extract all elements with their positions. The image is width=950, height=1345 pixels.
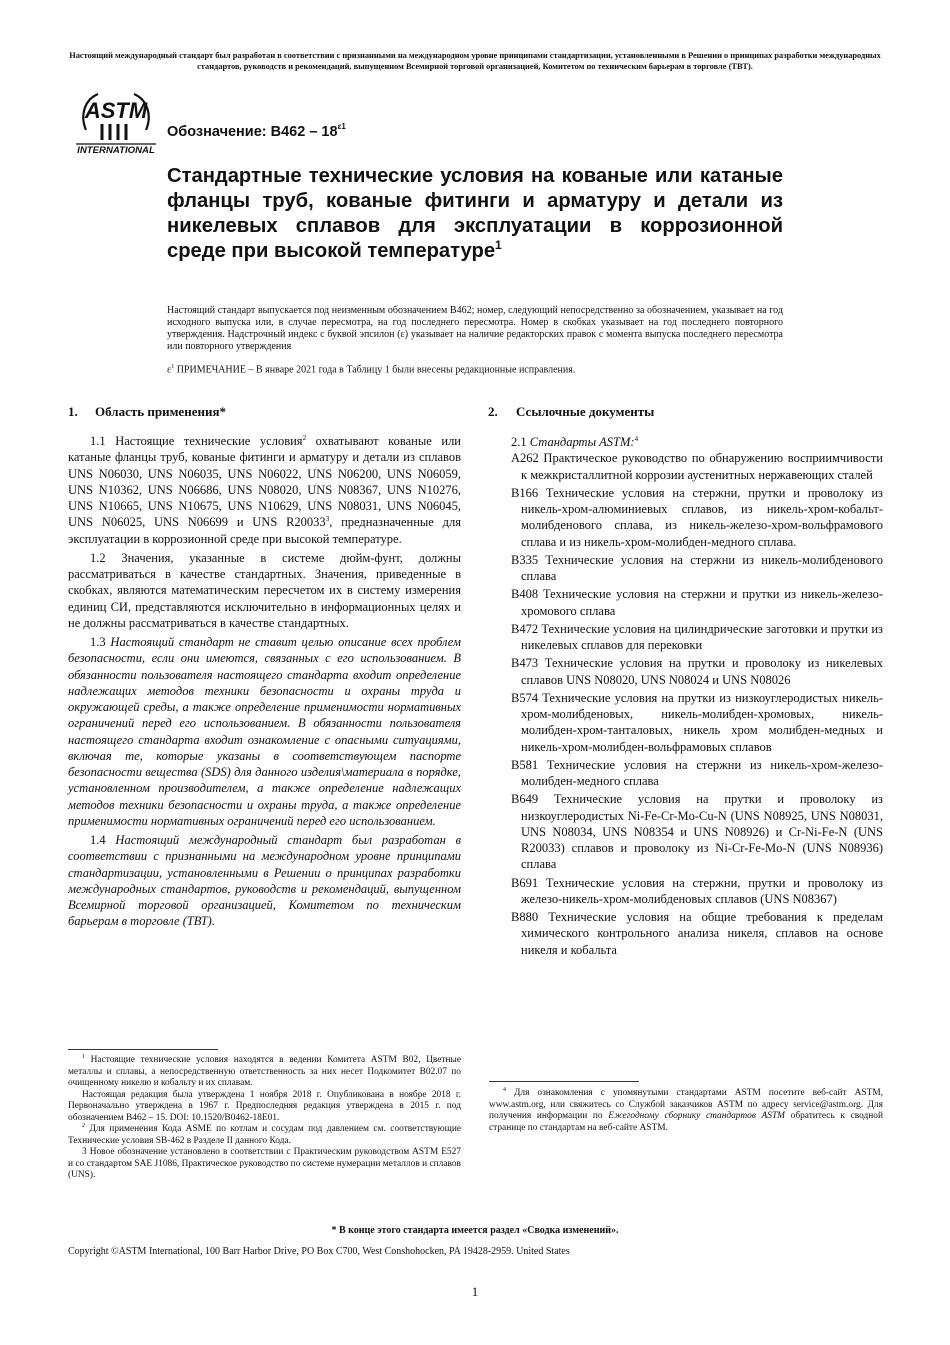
page-number: 1 bbox=[471, 1284, 479, 1299]
p1-1-text-b: охватывают кованые или катаные фланцы труб, кованые фитинги и арматуру и детали из сплавов UNS N06030, UNS N06035, UNS N06022, UNS N06200, UNS N06059, UNS N10362, UNS N06686, UNS N08020, UNS N08367, UNS N10276, UNS N10665, UNS N10675, UNS N10629, UNS N08031, UNS N06045, UNS N06025, UNS N06699 и UNS R20033 bbox=[68, 434, 461, 530]
p1-4-text: Настоящий международный стандарт был разработан в соответствии с признанными на международном уровне принципами стандартизации, установленными в Решении о принципах разработки международных стандартов, руководств и рекомендаций, выпущенном Всемирной торговой организацией, Комитетом по техническим барьерам в торговле (ТВТ). bbox=[68, 833, 461, 929]
reference-item: B691 Технические условия на стержни, прутки и проволоку из железо-никель-хром-молибденовых сплавов (UNS N08367) bbox=[511, 875, 883, 906]
section-1-number: 1. bbox=[68, 404, 78, 419]
paragraph-1-2: 1.2 Значения, указанные в системе дюйм-фунт, должны рассматриваться в качестве стандартных. Значения, приведенные в скобках, являются математическим пересчетом их в систему измерения единиц СИ, представляются исключительно в информационных целях и не должны рассматриваться в качестве стандартных. bbox=[68, 550, 461, 630]
reference-item: B408 Технические условия на стержни и прутки из никель-железо-хромового сплава bbox=[511, 587, 883, 618]
section-2-number: 2. bbox=[488, 404, 498, 419]
footnote-2-mark: 2 bbox=[82, 1122, 85, 1129]
designation-text: Обозначение: B462 – 18 bbox=[167, 124, 338, 140]
footnote-1-mark: 1 bbox=[82, 1053, 85, 1060]
footnote-1-approval: Настоящая редакция была утверждена 1 ноября 2018 г. Опубликована в ноябре 2018 г. Первоначально утверждена в 1967 г. Предпоследняя редакция утверждена в 2015 г. под обозначением B462 – 15. DOI: 10.1520/B0462-18E01. bbox=[68, 1089, 461, 1123]
footnote-ref-3: 3 bbox=[325, 515, 330, 524]
paragraph-1-1 bbox=[68, 433, 461, 547]
astm-logo bbox=[72, 86, 160, 158]
issuance-statement: Настоящий стандарт выпускается под неизменным обозначением B462; номер, следующий непосредственно за обозначением, указывает на год исходного выпуска или, в случае пересмотра, на год последнего пересмотра. Номер в скобках указывает на год последнего повторного утверждения. Надстрочный индекс с буквой эпсилон (ε) указывает на наличие редакторских правок с момента выпуска последнего пересмотра или повторного утверждения bbox=[167, 305, 783, 352]
section-2-title: Ссылочные документы bbox=[516, 404, 655, 419]
top-notice: Настоящий международный стандарт был разработан в соответствии с признанными на международном уровне принципами стандартизации, установленными в Решении о принципах разработки международных стандартов, руководств и рекомендаций, выпущенном Всемирной торговой организацией, Комитетом по техническим барьерам в торговле (ТВТ). bbox=[69, 51, 881, 71]
footnote-3: 3 Новое обозначение установлено в соответствии с Практическим руководством ASTM E527 и со стандартом SAE J1086, Практическое руководство по системе нумерации металлов и сплавов (UNS). bbox=[68, 1147, 461, 1180]
p1-4-number: 1.4 bbox=[90, 833, 116, 847]
right-footnote-rule bbox=[489, 1081, 639, 1082]
erratum-mark: ε bbox=[167, 364, 172, 376]
section-1-title: Область применения* bbox=[95, 404, 226, 419]
footnote-4-italic: Ежегодному сборнику стандартов ASTM bbox=[608, 1111, 785, 1121]
footnote-4 bbox=[489, 1088, 883, 1134]
footnote-ref-4: 4 bbox=[634, 435, 639, 443]
p1-1-text-a: 1.1 Настоящие технические условия bbox=[90, 434, 303, 448]
summary-of-changes-note: * В конце этого стандарта имеется раздел «Сводка изменений». bbox=[331, 1225, 619, 1236]
reference-item: B649 Технические условия на прутки и проволоку из низкоуглеродистых Ni-Fe-Cr-Mo-Cu-N (UNS N08925, UNS N08031, UNS N08034, UNS N08354 и UNS N08926) и Cr-Ni-Fe-N (UNS R20033) сплавов и проволоку из Ni-Cr-Fe-Mo-N (UNS N08936) сплава bbox=[511, 792, 883, 872]
left-column bbox=[68, 403, 461, 933]
reference-item: B473 Технические условия на прутки и проволоку из никелевых сплавов UNS N08020, UNS N08024 и UNS N08026 bbox=[511, 656, 883, 687]
reference-item: B880 Технические условия на общие требования к пределам химического контрольного анализа никеля, сплавов на основе никеля и кобальта bbox=[511, 910, 883, 957]
section-2-heading bbox=[488, 403, 883, 420]
footnote-ref-2: 2 bbox=[302, 433, 307, 442]
footnote-4-text-b: обратитесь к сводной странице по стандартам на веб-сайте ASTM. bbox=[489, 1111, 884, 1133]
left-footnotes bbox=[68, 1055, 461, 1182]
footnote-1-text: Настоящие технические условия находятся в ведении Комитета ASTM B02, Цветные металлы и сплавы, а непосредственную ответственность за них несет Подкомитет B02.07 по очищенному никелю и кобальту и их сплавам. bbox=[68, 1055, 461, 1088]
reference-item: B472 Технические условия на цилиндрические заготовки и прутки из никелевых сплавов для перековки bbox=[511, 621, 883, 653]
logo-text: INTERNATIONAL bbox=[77, 145, 155, 156]
title-text: Стандартные технические условия на кованые или катаные фланцы труб, кованые фитинги и арматуру и детали из никелевых сплавов для эксплуатации в коррозионной среде при высокой температуре bbox=[167, 165, 783, 262]
p1-3-text: Настоящий стандарт не ставит целью описание всех проблем безопасности, если они имеются, связанных с его использованием. В обязанности пользователя настоящего стандарта входит определение надлежащих методов техники безопасности и охраны труда и окружающей среды, а также определение применимости нормативных ограничений перед его использованием. В обязанности пользователя настоящего стандарта входит ознакомление с опасными ситуациями, включая те, которые указаны в соответствующем паспорте безопасности вещества (SDS) для данного изделия\материала в порядке, установленном производителем, а также определение надлежащих методов техники безопасности и охраны труда, а также определение применимости нормативных ограничений перед его использованием. bbox=[68, 635, 461, 828]
title-footnote-mark: 1 bbox=[495, 238, 502, 252]
reference-item: B335 Технические условия на стержни из никель-молибденового сплава bbox=[511, 552, 883, 584]
reference-list bbox=[511, 450, 883, 958]
reference-item: B574 Технические условия на прутки из низкоуглеродистых никель-хром-молибденовых, никель-молибден-хромовых, никель-молибден-хром-танталовых, никель хром молибден-медных и никель-хром-молибден-вольфрамовых сплавов bbox=[511, 690, 883, 754]
footnote-4-mark: 4 bbox=[503, 1086, 506, 1093]
paragraph-1-3 bbox=[68, 634, 461, 829]
subsection-2-1-label: Стандарты ASTM: bbox=[529, 435, 635, 450]
footnote-4-text-a: Для ознакомления с упомянутыми стандартами ASTM посетите веб-сайт ASTM, www.astm.org, или свяжитесь со Службой заказчиков ASTM по адресу service@astm.org. Для получения информации по bbox=[489, 1088, 883, 1121]
erratum-text: ПРИМЕЧАНИЕ – В январе 2021 года в Таблицу 1 были внесены редакционные исправления. bbox=[174, 364, 576, 376]
reference-item: B166 Технические условия на стержни, прутки и проволоку из никель-хром-алюминиевых сплавов, из никель-хром-кобальт-молибденового сплава, из никель-железо-хром-вольфрамового сплава и из никель-хром-молибден-медного сплава. bbox=[511, 485, 883, 549]
p1-1-text-c: , предназначенные для эксплуатации в коррозионной среде при высокой температуре. bbox=[68, 515, 461, 546]
designation bbox=[167, 122, 346, 140]
paragraph-1-4 bbox=[68, 832, 461, 930]
reference-item: A262 Практическое руководство по обнаружению восприимчивости к межкристаллитной коррозии аустенитных нержавеющих сталей bbox=[511, 451, 883, 482]
erratum-mark-sup: 1 bbox=[171, 364, 175, 370]
footnote-1 bbox=[68, 1055, 461, 1090]
subsection-2-1-number: 2.1 bbox=[511, 435, 530, 450]
designation-superscript: ε1 bbox=[337, 122, 346, 131]
p1-3-number: 1.3 bbox=[90, 635, 111, 649]
section-1-heading bbox=[68, 403, 461, 420]
right-footnotes bbox=[489, 1088, 883, 1134]
document-title bbox=[167, 164, 783, 264]
right-column bbox=[488, 403, 883, 960]
left-footnote-rule bbox=[68, 1049, 218, 1050]
footnote-2-text: Для применения Кода ASME по котлам и сосудам под давлением см. соответствующие Технические условия SB-462 в Разделе II данного Кода. bbox=[68, 1124, 461, 1146]
footnote-2 bbox=[68, 1124, 461, 1147]
copyright: Copyright ©ASTM International, 100 Barr Harbor Drive, PO Box C700, West Conshohocken, PA 19428-2959. United States bbox=[68, 1246, 570, 1257]
subsection-2-1 bbox=[511, 431, 883, 450]
reference-item: B581 Технические условия на стержни из никель-хром-железо-молибден-медного сплава bbox=[511, 757, 883, 789]
svg-text:ASTM: ASTM bbox=[84, 98, 148, 123]
erratum-note bbox=[167, 364, 783, 375]
